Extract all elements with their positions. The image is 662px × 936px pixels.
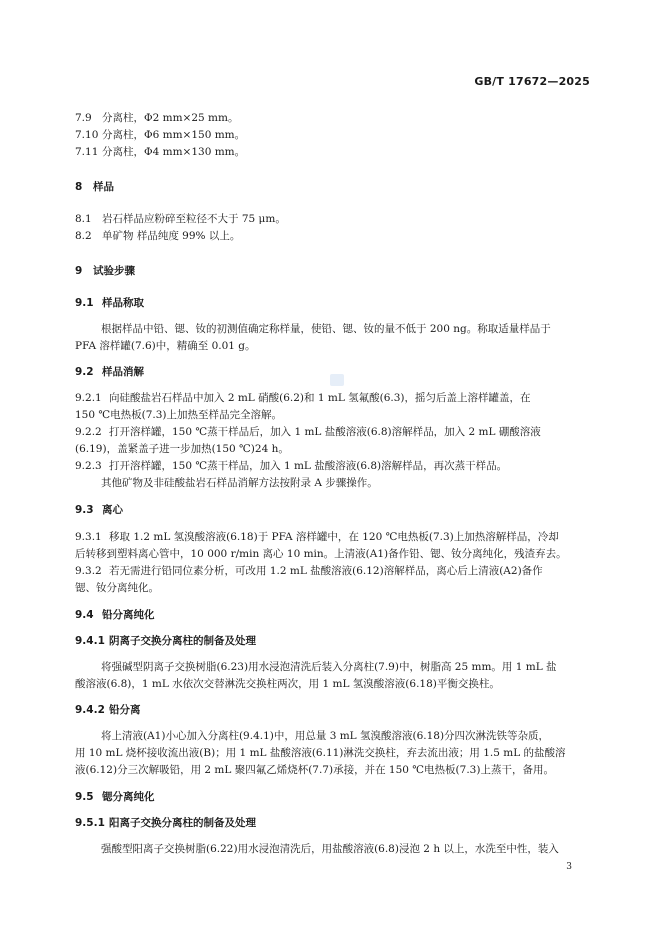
item-text: 若无需进行铅同位素分析，可改用 1.2 mL 盐酸溶液(6.12)溶解样品，离心后上清液(A2)备作 [109,565,543,577]
item-8-1 [75,212,286,226]
item-9-2-3 [75,459,507,473]
item-text: 向硅酸盐岩石样品中加入 2 mL 硝酸(6.2)和 1 mL 氢氟酸(6.3)，摇匀后盖上溶样罐盖，在 [109,392,531,404]
section-heading-9-5-1 [75,816,256,830]
section-heading-9-4-2 [75,703,141,717]
item-number: 9.2.2 [75,426,102,438]
item-7-10 [75,128,245,142]
paragraph-line: 锶、钕分离纯化。 [75,582,159,594]
section-heading-9 [75,264,135,278]
section-title: 锶分离纯化 [102,791,155,803]
paragraph-line: 将上清液(A1)小心加入分离柱(9.4.1)中，用总量 3 mL 氢溴酸溶液(6.18)分四次淋洗铁等杂质， [101,730,550,742]
section-heading-9-5 [75,790,155,804]
paragraph-line: 其他矿物及非硅酸盐岩石样品消解方法按附录 A 步骤操作。 [101,477,378,489]
item-text: 分离柱，Φ4 mm×130 mm。 [102,146,246,158]
paragraph-line: 将强碱型阴离子交换树脂(6.23)用水浸泡清洗后装入分离柱(7.9)中，树脂高 25 mm。用 1 mL 盐 [101,661,557,673]
section-title: 阳离子交换分离柱的制备及处理 [109,817,256,829]
paragraph-line: (6.19)，盖紧盖子进一步加热(150 ℃)24 h。 [75,443,289,455]
item-number: 9.2.1 [75,392,102,404]
paragraph-line: 150 ℃电热板(7.3)上加热至样品完全溶解。 [75,409,283,421]
item-text: 分离柱，Φ6 mm×150 mm。 [102,129,246,141]
item-number: 7.9 [75,112,92,124]
section-title: 试验步骤 [93,265,135,277]
item-number: 8.2 [75,230,92,242]
item-7-9 [75,111,238,125]
section-heading-9-4 [75,608,155,622]
item-text: 移取 1.2 mL 氢溴酸溶液(6.18)于 PFA 溶样罐中，在 120 ℃电热板(7.3)上加热溶解样品，冷却 [109,531,559,543]
item-number: 9.3.2 [75,565,102,577]
item-9-3-2 [75,564,543,578]
section-number: 9.3 [75,504,94,516]
paragraph-line: 后转移到塑料离心管中，10 000 r/min 离心 10 min。上清液(A1)备作铅、锶、钕分离纯化，残渣弃去。 [75,548,567,560]
item-7-11 [75,145,245,159]
item-text: 单矿物 样品纯度 99% 以上。 [102,230,241,242]
section-heading-9-3 [75,503,123,517]
section-heading-9-2 [75,365,144,379]
item-9-3-1 [75,530,559,544]
section-number: 9.4.2 [75,704,105,716]
paragraph-line: 用 10 mL 烧杯接收流出液(B)；用 1 mL 盐酸溶液(6.11)淋洗交换柱，弃去流出液；用 1.5 mL 的盐酸溶 [75,747,566,759]
section-title: 样品称取 [102,297,144,309]
paragraph-line: PFA 溶样罐(7.6)中，精确至 0.01 g。 [75,340,256,352]
section-heading-9-1 [75,296,144,310]
section-title: 铅分离纯化 [102,609,155,621]
paragraph-line: 根据样品中铅、锶、钕的初测值确定称样量，使铅、锶、钕的量不低于 200 ng。称取适量样品于 [101,323,551,335]
section-number: 9.4 [75,609,94,621]
section-number: 9.2 [75,366,94,378]
section-number: 9 [75,265,83,277]
item-number: 7.10 [75,129,99,141]
item-text: 打开溶样罐，150 ℃蒸干样品，加入 1 mL 盐酸溶液(6.8)溶解样品，再次蒸干样品。 [109,460,508,472]
item-9-2-1 [75,391,531,405]
standard-code: GB/T 17672—2025 [474,75,590,88]
paragraph-line: 液(6.12)分三次解吸铅，用 2 mL 聚四氟乙烯烧杯(7.7)承接，并在 150 ℃电热板(7.3)上蒸干，备用。 [75,764,554,776]
paragraph-line: 强酸型阳离子交换树脂(6.22)用水浸泡清洗后，用盐酸溶液(6.8)浸泡 2 h 以上，水洗至中性，装入 [101,843,559,855]
section-title: 阴离子交换分离柱的制备及处理 [109,635,256,647]
section-number: 9.5.1 [75,817,105,829]
section-title: 样品 [93,181,114,193]
item-number: 9.3.1 [75,531,102,543]
item-9-2-2 [75,425,541,439]
item-text: 打开溶样罐，150 ℃蒸干样品后，加入 1 mL 盐酸溶液(6.8)溶解样品，加入 2 mL 硼酸溶液 [109,426,541,438]
section-number: 8 [75,181,83,193]
watermark-logo [330,374,344,386]
item-number: 7.11 [75,146,99,158]
section-number: 9.5 [75,791,94,803]
item-number: 9.2.3 [75,460,102,472]
section-heading-8 [75,180,114,194]
item-number: 8.1 [75,213,92,225]
section-title: 铅分离 [109,704,141,716]
item-8-2 [75,229,240,243]
page-number: 3 [566,862,572,872]
section-title: 离心 [102,504,123,516]
section-title: 样品消解 [102,366,144,378]
item-text: 岩石样品应粉碎至粒径不大于 75 μm。 [102,213,286,225]
item-text: 分离柱，Φ2 mm×25 mm。 [102,112,239,124]
paragraph-line: 酸溶液(6.8)，1 mL 水依次交替淋洗交换柱两次，用 1 mL 氢溴酸溶液(6.18)平衡交换柱。 [75,678,500,690]
section-number: 9.1 [75,297,94,309]
section-number: 9.4.1 [75,635,105,647]
section-heading-9-4-1 [75,634,256,648]
